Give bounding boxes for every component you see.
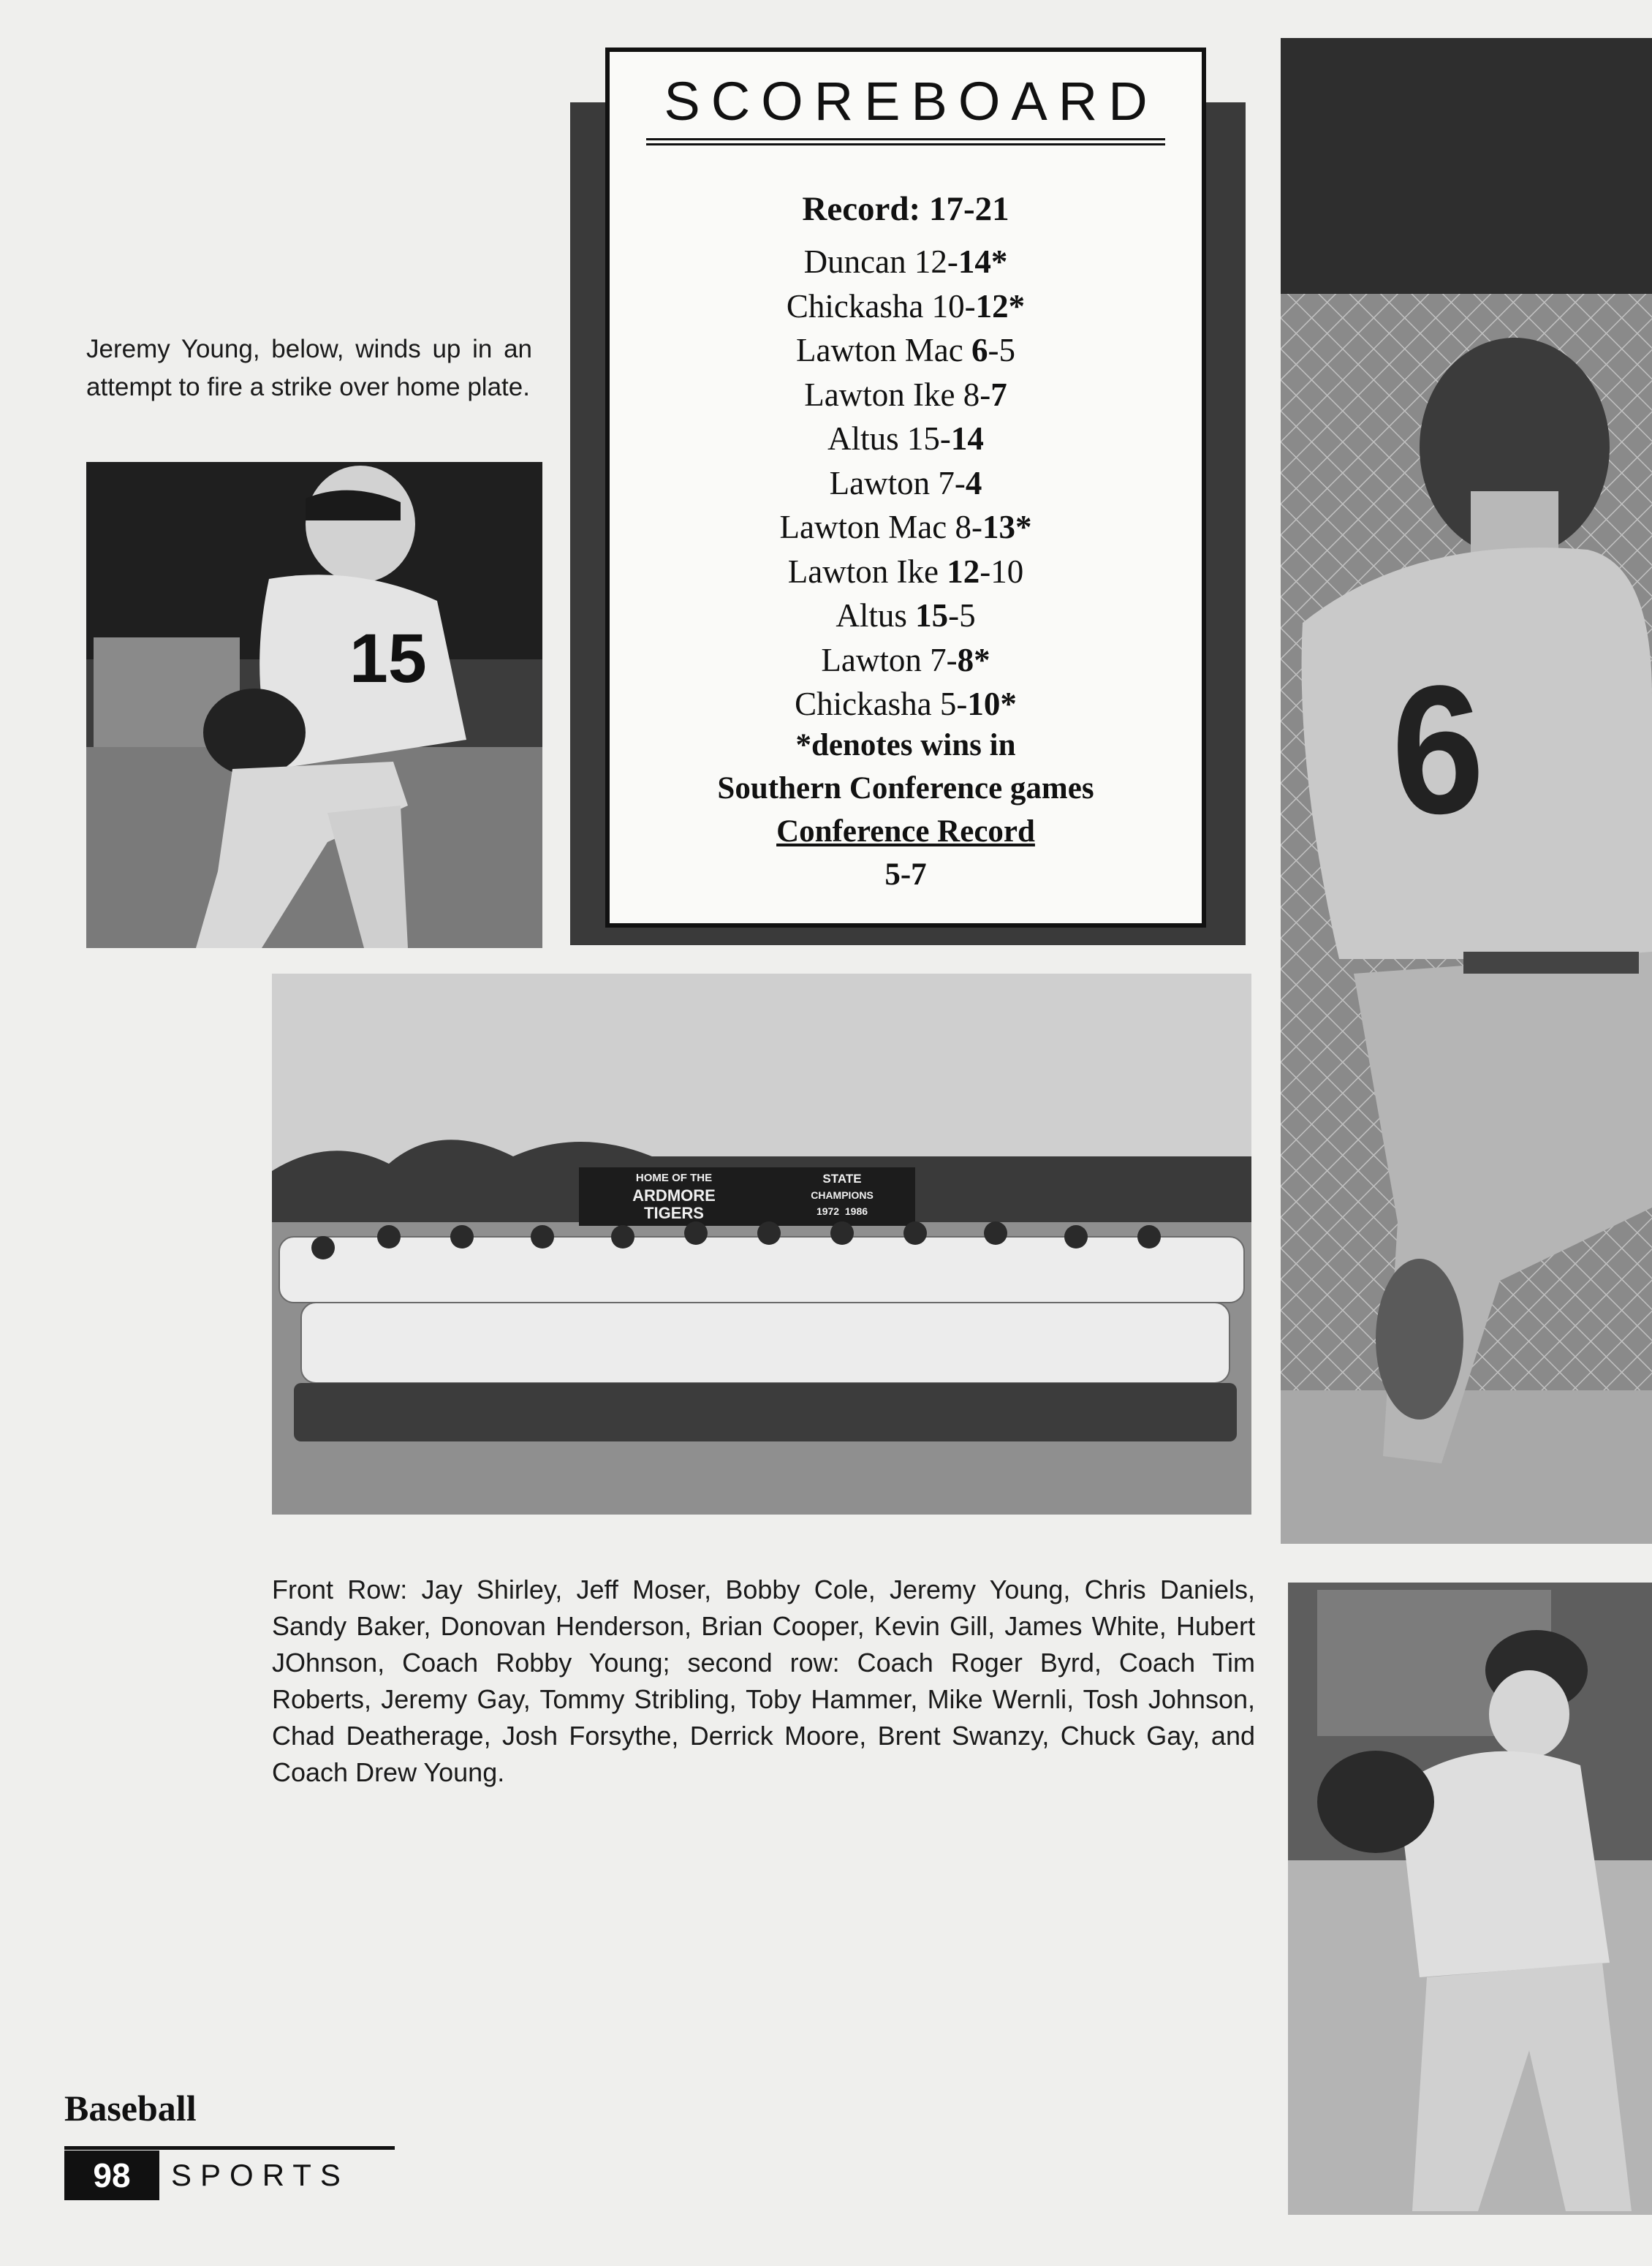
section-label: SPORTS [171, 2158, 349, 2192]
section-title: Baseball [64, 2088, 197, 2129]
opponent-name: Lawton [821, 641, 922, 678]
game-line: Lawton Mac 8-13* [779, 509, 1032, 545]
sign-left-line3: TIGERS [644, 1204, 704, 1222]
game-line: Duncan 12-14* [803, 243, 1008, 280]
score-a: 7 [930, 641, 947, 678]
wins-note: *denotes wins in [795, 728, 1016, 762]
scoreboard-title: SCOREBOARD [646, 65, 1165, 145]
score-a: 15 [915, 597, 949, 634]
game-line: Chickasha 5-10* [795, 686, 1017, 722]
score-a: 7 [938, 464, 955, 501]
wins-note-2: Southern Conference games [717, 771, 1094, 806]
score-b: 14* [958, 243, 1008, 280]
score-a: 10 [931, 287, 965, 325]
score-b: 5 [999, 332, 1015, 368]
score-b: 10* [967, 686, 1017, 722]
opponent-name: Altus [836, 597, 907, 634]
game-line: Lawton Mac 6-5 [796, 332, 1015, 368]
opponent-name: Lawton [829, 464, 931, 501]
score-a: 8 [955, 509, 971, 545]
runner-jersey-number: 6 [1387, 645, 1488, 855]
score-b: 12* [975, 287, 1026, 325]
game-line: Altus 15-5 [836, 597, 976, 634]
team-roster-caption: Front Row: Jay Shirley, Jeff Moser, Bobby Cole, Jeremy Young, Chris Daniels, Sandy Baker, Donovan Henderson, Brian Cooper, Kevin Gill, James White, Hubert JOhnson, Coach Robby Young; second row: Coach Roger Byrd, Coach Tim Roberts, Jeremy Gay, Tommy Stribling, Toby Hammer, Mike Wernli, Tosh Johnson, Chad Deatherage, Josh Forsythe, Derrick Moore, Brent Swanzy, Chuck Gay, and Coach Drew Young. [272, 1575, 1255, 1787]
jeremy-young-caption: Jeremy Young, below, winds up in an attempt to fire a strike over home plate. [86, 335, 532, 401]
score-b: 14 [950, 420, 984, 457]
score-b: 5 [959, 597, 976, 634]
sign-right-line3: 1972 1986 [816, 1205, 868, 1217]
page-number: 98 [64, 2151, 159, 2200]
scoreboard [605, 48, 1206, 928]
opponent-name: Altus [827, 420, 899, 457]
runner-photo [1281, 38, 1652, 1544]
opponent-name: Lawton Ike [804, 376, 955, 413]
game-line: Chickasha 10-12* [786, 287, 1026, 325]
score-a: 12 [947, 553, 980, 590]
opponent-name: Duncan [803, 243, 906, 280]
sign-right-line1: STATE [822, 1172, 862, 1186]
conference-record-label: Conference Record [776, 814, 1035, 849]
score-a: 5 [939, 686, 957, 722]
pitcher-throw-photo [1288, 1583, 1652, 2215]
opponent-name: Lawton Mac [796, 332, 963, 368]
score-b: 8* [957, 641, 990, 678]
footer-rule [64, 2146, 395, 2150]
opponent-name: Lawton Ike [787, 553, 939, 590]
opponent-name: Chickasha [795, 686, 932, 722]
stadium-sign-left [585, 1170, 763, 1222]
score-b: 13* [982, 509, 1032, 545]
sign-left-line1: HOME OF THE [635, 1172, 713, 1184]
jeremy-young-photo [86, 462, 542, 948]
season-record: Record: 17-21 [802, 190, 1009, 228]
score-b: 7 [990, 376, 1007, 413]
score-b: 4 [965, 464, 982, 501]
game-line: Lawton 7-4 [829, 464, 982, 501]
score-a: 8 [963, 376, 980, 413]
game-line: Altus 15-14 [827, 420, 984, 457]
sign-right-line2: CHAMPIONS [811, 1189, 874, 1201]
pitcher-jersey-number: 15 [349, 620, 427, 697]
score-a: 15 [906, 420, 940, 457]
game-line: Lawton Ike 8-7 [804, 376, 1007, 413]
game-line: Lawton Ike 12-10 [787, 553, 1024, 590]
game-line: Lawton 7-8* [821, 641, 990, 678]
score-b: 10 [990, 553, 1024, 590]
score-a: 12 [914, 243, 947, 280]
opponent-name: Chickasha [786, 287, 924, 325]
conference-record: 5-7 [884, 857, 927, 892]
stadium-sign-right [772, 1171, 912, 1219]
opponent-name: Lawton Mac [779, 509, 947, 545]
sign-left-line2: ARDMORE [632, 1186, 716, 1205]
team-photo [272, 974, 1251, 1515]
score-a: 6 [971, 332, 988, 368]
